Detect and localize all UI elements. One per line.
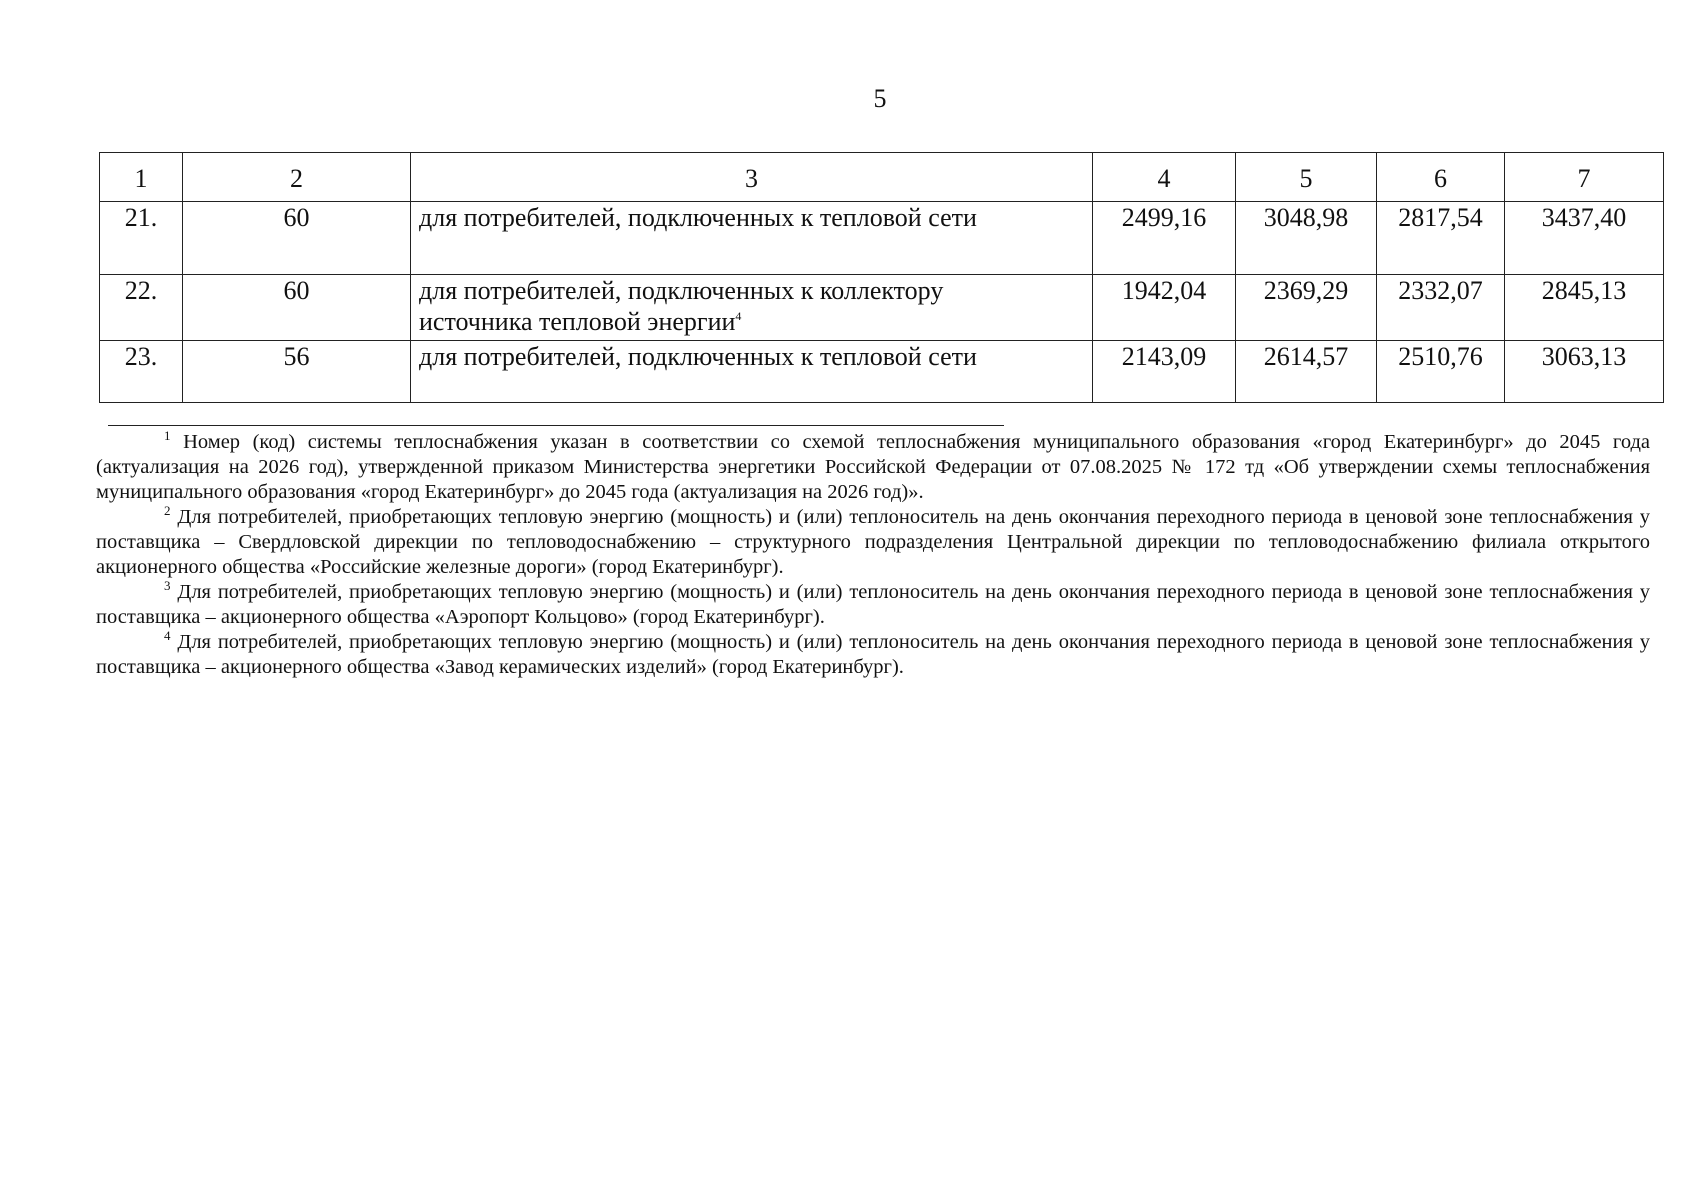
tariff-value: 2845,13 [1505, 275, 1664, 341]
tariff-value: 2332,07 [1377, 275, 1505, 341]
footnote [96, 580, 1650, 630]
consumer-description [411, 275, 1093, 341]
description-text: для потребителей, подключенных к тепловой сети [419, 342, 977, 371]
footnote-text: Номер (код) системы теплоснабжения указан в соответствии со схемой теплоснабжения муниципального образования «город Екатеринбург» до 2045 года (актуализация на 2026 год), утвержденной приказом Министерства энергетики Российской Федерации от 07.08.2025 № 172 тд «Об утверждении схемы теплоснабжения муниципального образования «город Екатеринбург» до 2045 года (актуализация на 2026 год)». [96, 431, 1651, 503]
column-header: 3 [411, 153, 1093, 202]
row-number: 22. [100, 275, 183, 341]
footnote-separator [108, 425, 1004, 426]
footnote-mark: 3 [164, 578, 171, 593]
column-header: 4 [1093, 153, 1236, 202]
footnote-text: Для потребителей, приобретающих тепловую энергию (мощность) и (или) теплоноситель на день окончания переходного периода в ценовой зоне теплоснабжения у поставщика – акционерного общества «Аэропорт Кольцово» (город Екатеринбург). [96, 581, 1651, 628]
footnotes [96, 430, 1650, 680]
tariff-value: 1942,04 [1093, 275, 1236, 341]
table-header-row [100, 153, 1664, 202]
column-header: 2 [183, 153, 411, 202]
consumer-description [411, 341, 1093, 403]
tariff-value: 3063,13 [1505, 341, 1664, 403]
system-code: 60 [183, 202, 411, 275]
tariff-value: 2499,16 [1093, 202, 1236, 275]
footnote-reference: 4 [735, 309, 742, 323]
description-text: для потребителей, подключенных к тепловой сети [419, 203, 977, 232]
footnote [96, 505, 1650, 580]
system-code: 60 [183, 275, 411, 341]
table-row [100, 341, 1664, 403]
system-code: 56 [183, 341, 411, 403]
column-header: 7 [1505, 153, 1664, 202]
footnote [96, 430, 1650, 505]
consumer-description [411, 202, 1093, 275]
column-header: 1 [100, 153, 183, 202]
tariff-value: 2817,54 [1377, 202, 1505, 275]
tariff-value: 2614,57 [1236, 341, 1377, 403]
column-header: 5 [1236, 153, 1377, 202]
footnote-mark: 4 [164, 628, 171, 643]
footnote-mark: 2 [164, 503, 171, 518]
footnote-text: Для потребителей, приобретающих тепловую энергию (мощность) и (или) теплоноситель на день окончания переходного периода в ценовой зоне теплоснабжения у поставщика – акционерного общества «Завод керамических изделий» (город Екатеринбург). [96, 631, 1651, 678]
description-text: источника тепловой энергии [419, 307, 736, 336]
footnote-text: Для потребителей, приобретающих тепловую энергию (мощность) и (или) теплоноситель на день окончания переходного периода в ценовой зоне теплоснабжения у поставщика – Свердловской дирекции по тепловодоснабжению – структурного подразделения Центральной дирекции по тепловодоснабжению филиала открытого акционерного общества «Российские железные дороги» (город Екатеринбург). [96, 506, 1651, 578]
tariff-value: 2510,76 [1377, 341, 1505, 403]
footnote [96, 630, 1650, 680]
tariff-table [99, 152, 1664, 403]
table-row [100, 202, 1664, 275]
tariff-value: 3048,98 [1236, 202, 1377, 275]
description-text: для потребителей, подключенных к коллектору [419, 276, 944, 305]
row-number: 21. [100, 202, 183, 275]
row-number: 23. [100, 341, 183, 403]
tariff-value: 2143,09 [1093, 341, 1236, 403]
column-header: 6 [1377, 153, 1505, 202]
table-row [100, 275, 1664, 341]
page-number: 5 [873, 84, 887, 113]
tariff-value: 3437,40 [1505, 202, 1664, 275]
tariff-value: 2369,29 [1236, 275, 1377, 341]
footnote-mark: 1 [164, 428, 171, 443]
